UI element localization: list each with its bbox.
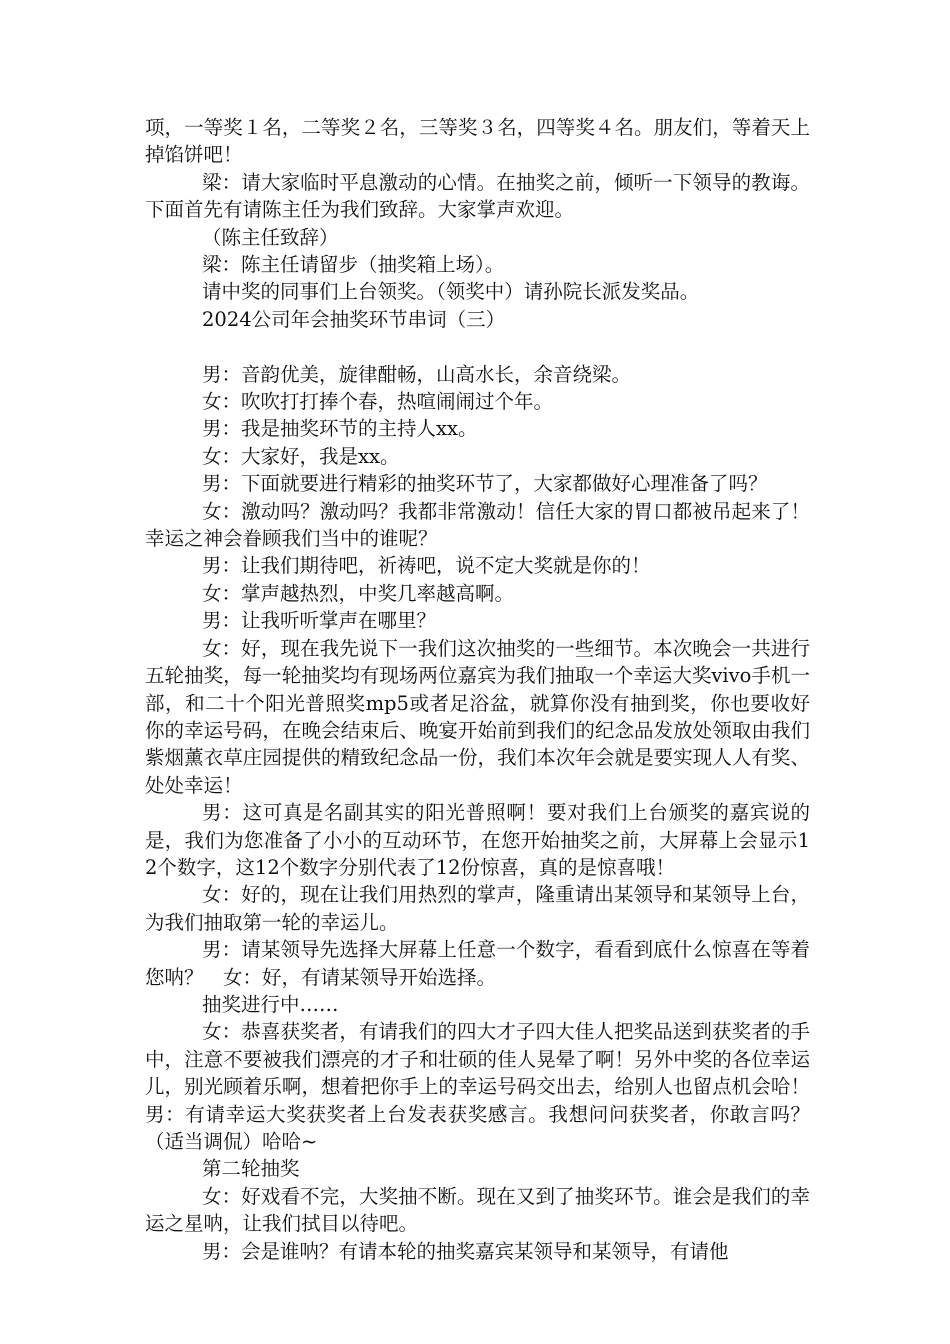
paragraph-female-congrats: 女：恭喜获奖者，有请我们的四大才子四大佳人把奖品送到获奖者的手中，注意不要被我们漂亮的才子和壮硕的佳人晃晕了啊！另外中奖的各位幸运儿，别光顾着乐啊，想着把你手上的幸运号码交出去，给别人也留点机会哈！ 男：有请幸运大奖获奖者上台发表获奖感言。我想问问获奖者，你敢言吗？（适当调侃）哈哈~ bbox=[145, 1020, 830, 1154]
paragraph-female-round2: 女：好戏看不完，大奖抽不断。现在又到了抽奖环节。谁会是我们的幸运之星呐，让我们拭目以待吧。 bbox=[145, 1184, 810, 1236]
paragraph-chen-speech: （陈主任致辞） bbox=[202, 225, 339, 249]
paragraph-female-details: 女：好，现在我先说下一我们这次抽奖的一些细节。本次晚会一共进行五轮抽奖，每一轮抽奖均有现场两位嘉宾为我们抽取一个幸运大奖vivo手机一部，和二十个阳光普照奖mp5或者足浴盆，就算你没有抽到奖，你也要收好你的幸运号码，在晚会结束后、晚宴开始前到我们的纪念品发放处领取由我们紫烟薰衣草庄园提供的精致纪念品一份，我们本次年会就是要实现人人有奖、处处幸运！ bbox=[145, 636, 810, 797]
paragraph-female-2: 女：大家好，我是xx。 bbox=[202, 444, 400, 468]
paragraph-male-interaction: 男：这可真是名副其实的阳光普照啊！要对我们上台颁奖的嘉宾说的是，我们为您准备了小小的互动环节，在您开始抽奖之前，大屏幕上会显示12个数字，这12个数字分别代表了12份惊喜，真的是惊喜哦！ bbox=[145, 801, 810, 879]
paragraph-female-3: 女：激动吗？激动吗？我都非常激动！信任大家的胃口都被吊起来了！幸运之神会眷顾我们当中的谁呢？ bbox=[145, 499, 810, 551]
paragraph-collect-prizes: 请中奖的同事们上台领奖。（领奖中）请孙院长派发奖品。 bbox=[202, 280, 700, 304]
paragraph-male-1: 男：音韵优美，旋律酣畅，山高水长，余音绕梁。 bbox=[202, 362, 632, 386]
paragraph-male-round2: 男：会是谁呐？有请本轮的抽奖嘉宾某领导和某领导，有请他 bbox=[202, 1239, 729, 1263]
paragraph-female-invite: 女：好的，现在让我们用热烈的掌声，隆重请出某领导和某领导上台，为我们抽取第一轮的幸运儿。 bbox=[145, 883, 810, 934]
paragraph-liang-box: 梁：陈主任请留步（抽奖箱上场）。 bbox=[202, 253, 505, 277]
document-body bbox=[145, 114, 830, 1265]
paragraph-male-select: 男：请某领导先选择大屏幕上任意一个数字，看看到底什么惊喜在等着您呐？ 女：好，有请某领导开始选择。 bbox=[145, 938, 810, 989]
blank-line bbox=[145, 333, 810, 360]
paragraph-liang-intro: 梁：请大家临时平息激动的心情。在抽奖之前，倾听一下领导的教诲。下面首先有请陈主任为我们致辞。大家掌声欢迎。 bbox=[145, 170, 810, 222]
paragraph-drawing: 抽奖进行中…… bbox=[202, 992, 339, 1016]
round-two-heading: 第二轮抽奖 bbox=[202, 1157, 300, 1181]
paragraph-male-2: 男：我是抽奖环节的主持人xx。 bbox=[202, 417, 478, 441]
paragraph-prize-tiers: 项，一等奖１名，二等奖２名，三等奖３名，四等奖４名。朋友们，等着天上掉馅饼吧！ bbox=[145, 116, 810, 167]
paragraph-male-5: 男：让我听听掌声在哪里？ bbox=[202, 609, 437, 633]
section-heading: 2024公司年会抽奖环节串词（三） bbox=[202, 307, 506, 331]
paragraph-male-4: 男：让我们期待吧，祈祷吧，说不定大奖就是你的！ bbox=[202, 554, 651, 578]
paragraph-male-3: 男：下面就要进行精彩的抽奖环节了，大家都做好心理准备了吗？ bbox=[202, 472, 768, 496]
paragraph-female-4: 女：掌声越热烈，中奖几率越高啊。 bbox=[202, 581, 515, 605]
paragraph-female-1: 女：吹吹打打捧个春，热喧闹闹过个年。 bbox=[202, 390, 554, 414]
